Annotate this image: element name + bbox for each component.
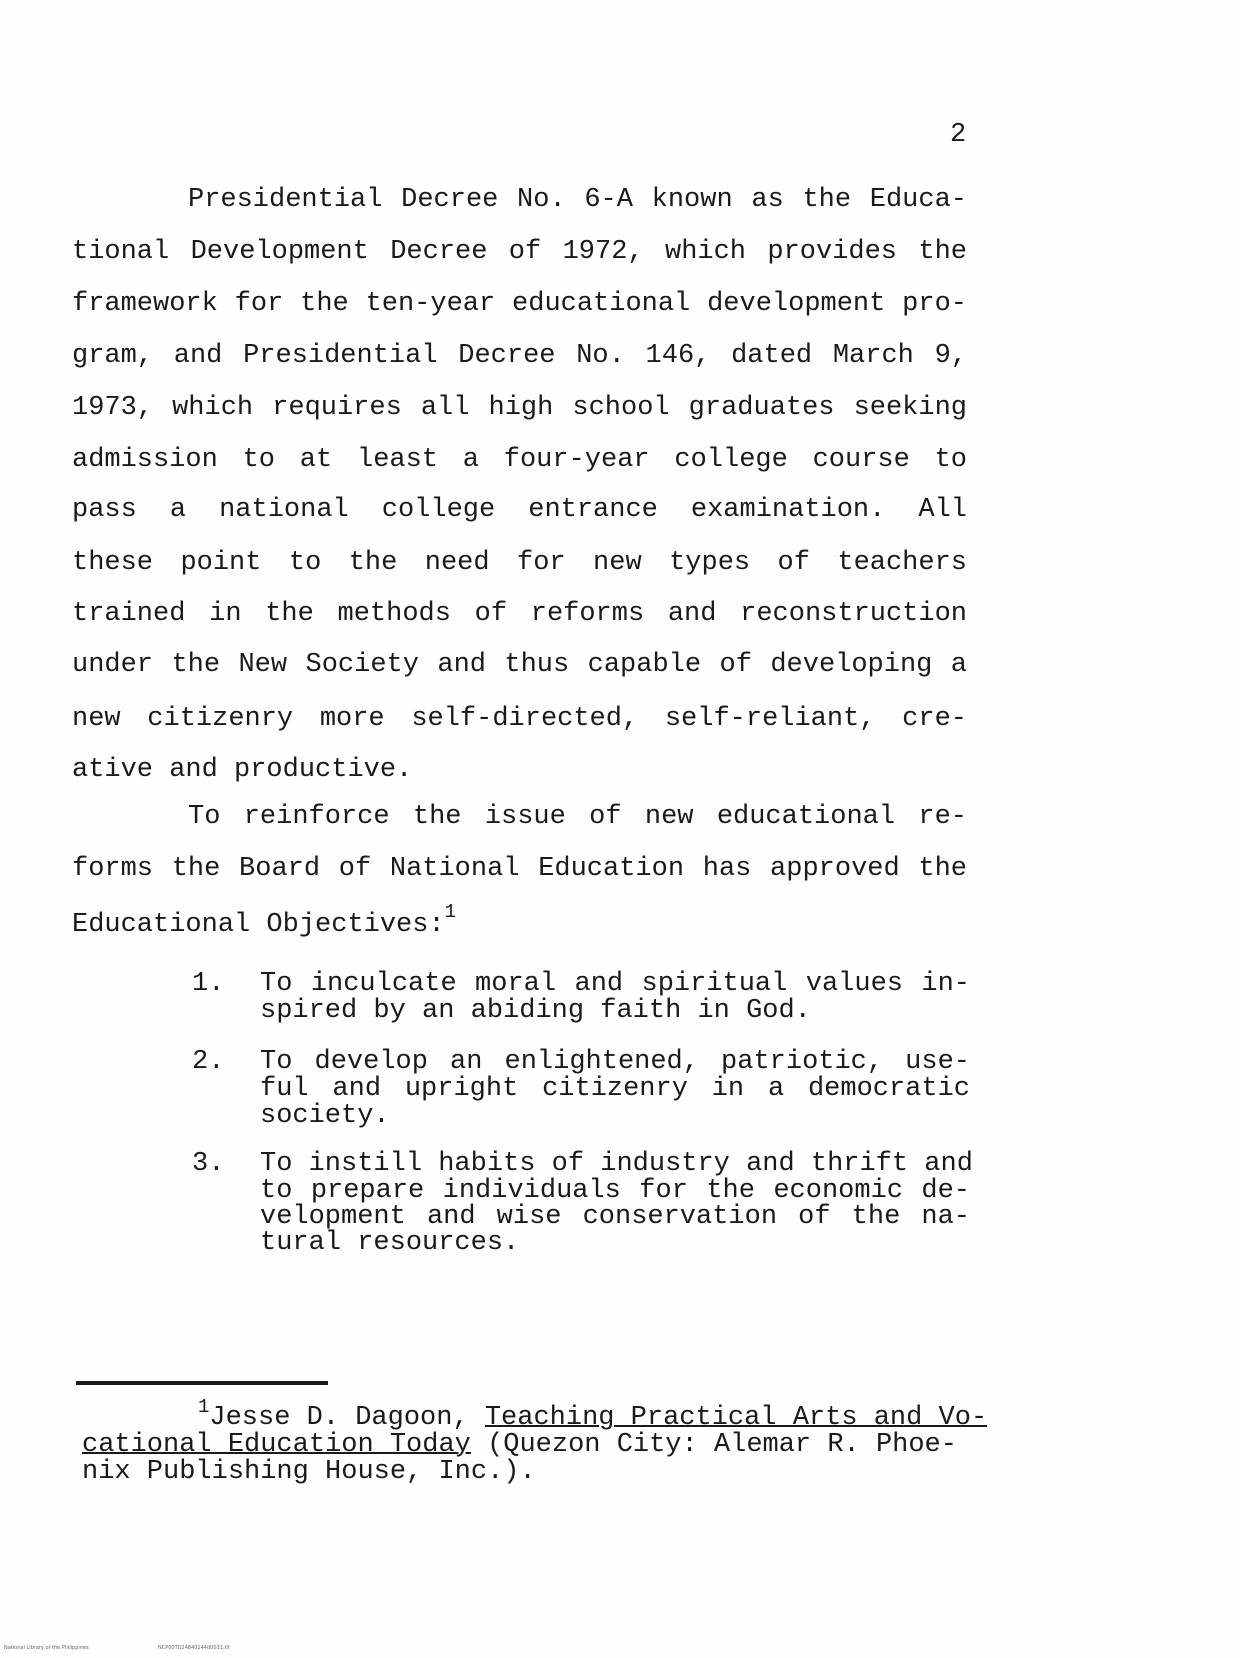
paragraph-line: these point to the need for new types of teachers bbox=[72, 548, 967, 578]
footnote-title: cational Education Today bbox=[82, 1430, 471, 1460]
footnote-publisher: nix Publishing House, Inc.). bbox=[82, 1457, 536, 1487]
paragraph-line: tional Development Decree of 1972, which provides the bbox=[72, 237, 967, 267]
list-item-line: to prepare individuals for the economic de- bbox=[260, 1176, 970, 1206]
list-item-line: spired by an abiding faith in God. bbox=[260, 996, 811, 1026]
paragraph-line: under the New Society and thus capable of developing a bbox=[72, 650, 967, 680]
list-item-line: To instill habits of industry and thrift and bbox=[260, 1149, 973, 1179]
list-item-line: ful and upright citizenry in a democratic bbox=[260, 1074, 970, 1104]
archive-library-label: National Library of the Philippines bbox=[4, 1645, 89, 1651]
paragraph-text: Educational Objectives: bbox=[72, 910, 445, 940]
paragraph-line: pass a national college entrance examination. All bbox=[72, 495, 967, 525]
footnote-line bbox=[198, 1396, 988, 1433]
paragraph-line: forms the Board of National Education has approved the bbox=[72, 854, 967, 884]
paragraph-line: ative and productive. bbox=[72, 755, 413, 785]
paragraph-line: To reinforce the issue of new educational re- bbox=[188, 802, 967, 832]
footnote-author: Jesse D. Dagoon, bbox=[209, 1403, 485, 1433]
paragraph-line: new citizenry more self-directed, self-reliant, cre- bbox=[72, 704, 967, 734]
list-item-line: tural resources. bbox=[260, 1228, 520, 1258]
paragraph-line: gram, and Presidential Decree No. 146, dated March 9, bbox=[72, 341, 967, 371]
list-item-number: 2. bbox=[192, 1047, 225, 1077]
paragraph-line: admission to at least a four-year college course to bbox=[72, 445, 967, 475]
list-item-line: To inculcate moral and spiritual values in- bbox=[260, 969, 970, 999]
footnote-marker: 1 bbox=[198, 1396, 210, 1418]
footnote-divider bbox=[76, 1381, 328, 1385]
list-item-line: velopment and wise conservation of the na- bbox=[260, 1202, 970, 1232]
archive-file-code: NCP00TD24840144d0031.tif bbox=[158, 1645, 230, 1651]
page-number: 2 bbox=[950, 120, 967, 150]
footnote-publisher: (Quezon City: Alemar R. Phoe- bbox=[470, 1430, 957, 1460]
list-item-number: 3. bbox=[192, 1149, 225, 1179]
paragraph-line: framework for the ten-year educational development pro- bbox=[72, 289, 967, 319]
list-item-line: society. bbox=[260, 1101, 390, 1131]
paragraph-line bbox=[72, 901, 967, 942]
footnote-reference: 1 bbox=[444, 901, 457, 923]
footnote-title: Teaching Practical Arts and Vo- bbox=[484, 1403, 988, 1433]
list-item-number: 1. bbox=[192, 969, 225, 999]
paragraph-line: 1973, which requires all high school graduates seeking bbox=[72, 393, 967, 423]
list-item-line: To develop an enlightened, patriotic, use- bbox=[260, 1047, 970, 1077]
paragraph-line: Presidential Decree No. 6-A known as the Educa- bbox=[188, 185, 967, 215]
paragraph-line: trained in the methods of reforms and reconstruction bbox=[72, 599, 967, 629]
footnote-line bbox=[82, 1432, 957, 1459]
footnote-line bbox=[82, 1459, 536, 1486]
